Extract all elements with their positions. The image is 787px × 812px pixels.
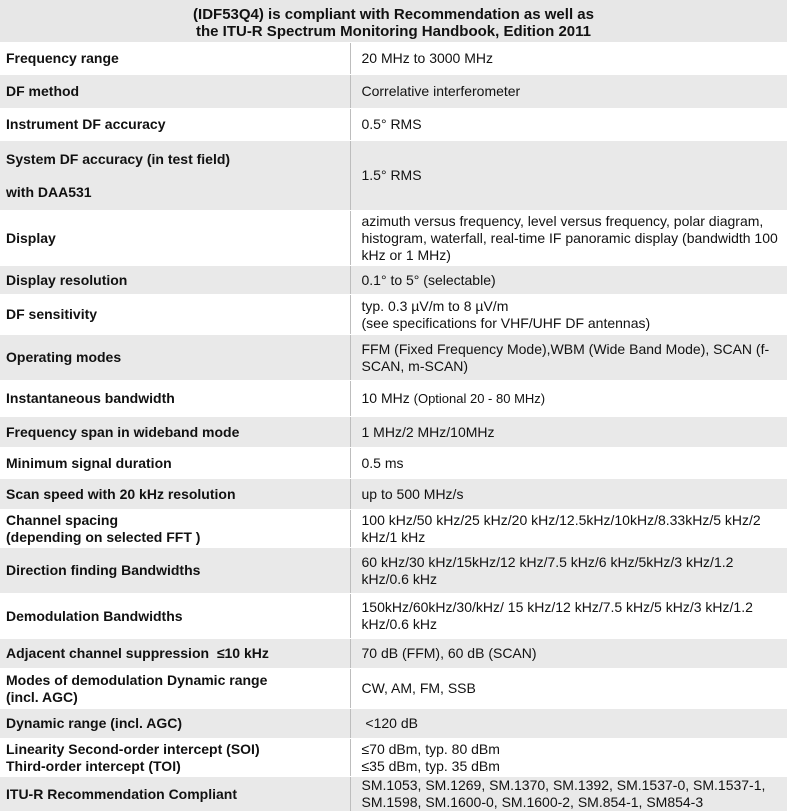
table-row — [0, 266, 787, 295]
row-value-note: (Optional 20 - 80 MHz) — [413, 391, 546, 406]
row-value: 0.1° to 5° (selectable) — [350, 266, 787, 295]
row-value-line: (see specifications for VHF/UHF DF antennas) — [361, 314, 651, 331]
row-label-line: Third-order intercept (TOI) — [6, 757, 181, 774]
table-row — [0, 510, 787, 548]
table-row — [0, 548, 787, 594]
table-row — [0, 417, 787, 448]
row-value: 150kHz/60kHz/30/kHz/ 15 kHz/12 kHz/7.5 kHz/5 kHz/3 kHz/1.2 kHz/0.6 kHz — [350, 594, 787, 639]
row-label: DF sensitivity — [0, 295, 350, 335]
row-label: Minimum signal duration — [0, 448, 350, 479]
row-label: Demodulation Bandwidths — [0, 594, 350, 639]
row-value: Correlative interferometer — [350, 75, 787, 109]
row-label: Display resolution — [0, 266, 350, 295]
table-row — [0, 43, 787, 75]
row-label — [0, 141, 350, 211]
row-value-line: typ. 0.3 µV/m to 8 µV/m — [361, 297, 509, 314]
row-value: 1 MHz/2 MHz/10MHz — [350, 417, 787, 448]
row-value — [350, 295, 787, 335]
row-value: 70 dB (FFM), 60 dB (SCAN) — [350, 639, 787, 669]
table-row — [0, 141, 787, 211]
row-label-line: Modes of demodulation Dynamic range — [6, 671, 268, 688]
row-label-line: (incl. AGC) — [6, 688, 78, 705]
table-title — [0, 0, 787, 43]
table-row — [0, 448, 787, 479]
table-row — [0, 381, 787, 417]
row-label: Adjacent channel suppression ≤10 kHz — [0, 639, 350, 669]
table-title-row — [0, 0, 787, 43]
row-label: Instantaneous bandwidth — [0, 381, 350, 417]
row-value: 60 kHz/30 kHz/15kHz/12 kHz/7.5 kHz/6 kHz/5kHz/3 kHz/1.2 kHz/0.6 kHz — [350, 548, 787, 594]
table-row — [0, 709, 787, 739]
table-row — [0, 594, 787, 639]
row-value — [350, 381, 787, 417]
row-label — [0, 739, 350, 777]
row-value: <120 dB — [350, 709, 787, 739]
row-value-line: ≤35 dBm, typ. 35 dBm — [361, 757, 500, 774]
row-label: Display — [0, 211, 350, 266]
title-line-1: (IDF53Q4) is compliant with Recommendation as well as — [193, 6, 594, 23]
row-label: DF method — [0, 75, 350, 109]
row-value: azimuth versus frequency, level versus frequency, polar diagram, histogram, waterfall, real-time IF panoramic display (bandwidth 100 kHz or 1 MHz) — [350, 211, 787, 266]
row-value: CW, AM, FM, SSB — [350, 669, 787, 709]
table-row — [0, 211, 787, 266]
row-label: Instrument DF accuracy — [0, 109, 350, 141]
row-label: Dynamic range (incl. AGC) — [0, 709, 350, 739]
table-row — [0, 669, 787, 709]
row-value: up to 500 MHz/s — [350, 479, 787, 510]
row-label-line: Channel spacing — [6, 511, 119, 528]
table-row — [0, 639, 787, 669]
table-row — [0, 777, 787, 812]
row-value: 100 kHz/50 kHz/25 kHz/20 kHz/12.5kHz/10kHz/8.33kHz/5 kHz/2 kHz/1 kHz — [350, 510, 787, 548]
row-label-line: with DAA531 — [6, 183, 92, 200]
table-row — [0, 739, 787, 777]
row-value-line: ≤70 dBm, typ. 80 dBm — [361, 740, 500, 757]
row-label: Scan speed with 20 kHz resolution — [0, 479, 350, 510]
row-label-line: System DF accuracy (in test field) — [6, 150, 231, 167]
table-row — [0, 295, 787, 335]
table-row — [0, 75, 787, 109]
row-value: 0.5° RMS — [350, 109, 787, 141]
row-label-line: Linearity Second-order intercept (SOI) — [6, 740, 260, 757]
row-label-line: (depending on selected FFT ) — [6, 528, 201, 545]
table-row — [0, 335, 787, 381]
row-value: SM.1053, SM.1269, SM.1370, SM.1392, SM.1537-0, SM.1537-1, SM.1598, SM.1600-0, SM.1600-2, SM.854-1, SM854-3 — [350, 777, 787, 812]
row-label: Frequency span in wideband mode — [0, 417, 350, 448]
table-row — [0, 479, 787, 510]
row-label: Operating modes — [0, 335, 350, 381]
row-label — [0, 669, 350, 709]
row-label — [0, 510, 350, 548]
row-label: ITU-R Recommendation Compliant — [0, 777, 350, 812]
row-value: 0.5 ms — [350, 448, 787, 479]
row-value: 1.5° RMS — [350, 141, 787, 211]
title-line-2: the ITU-R Spectrum Monitoring Handbook, Edition 2011 — [195, 23, 592, 40]
row-value: FFM (Fixed Frequency Mode),WBM (Wide Band Mode), SCAN (f-SCAN, m-SCAN) — [350, 335, 787, 381]
row-label: Frequency range — [0, 43, 350, 75]
table-row — [0, 109, 787, 141]
row-value — [350, 739, 787, 777]
row-label: Direction finding Bandwidths — [0, 548, 350, 594]
row-value: 20 MHz to 3000 MHz — [350, 43, 787, 75]
row-value-main: 10 MHz — [361, 390, 410, 406]
